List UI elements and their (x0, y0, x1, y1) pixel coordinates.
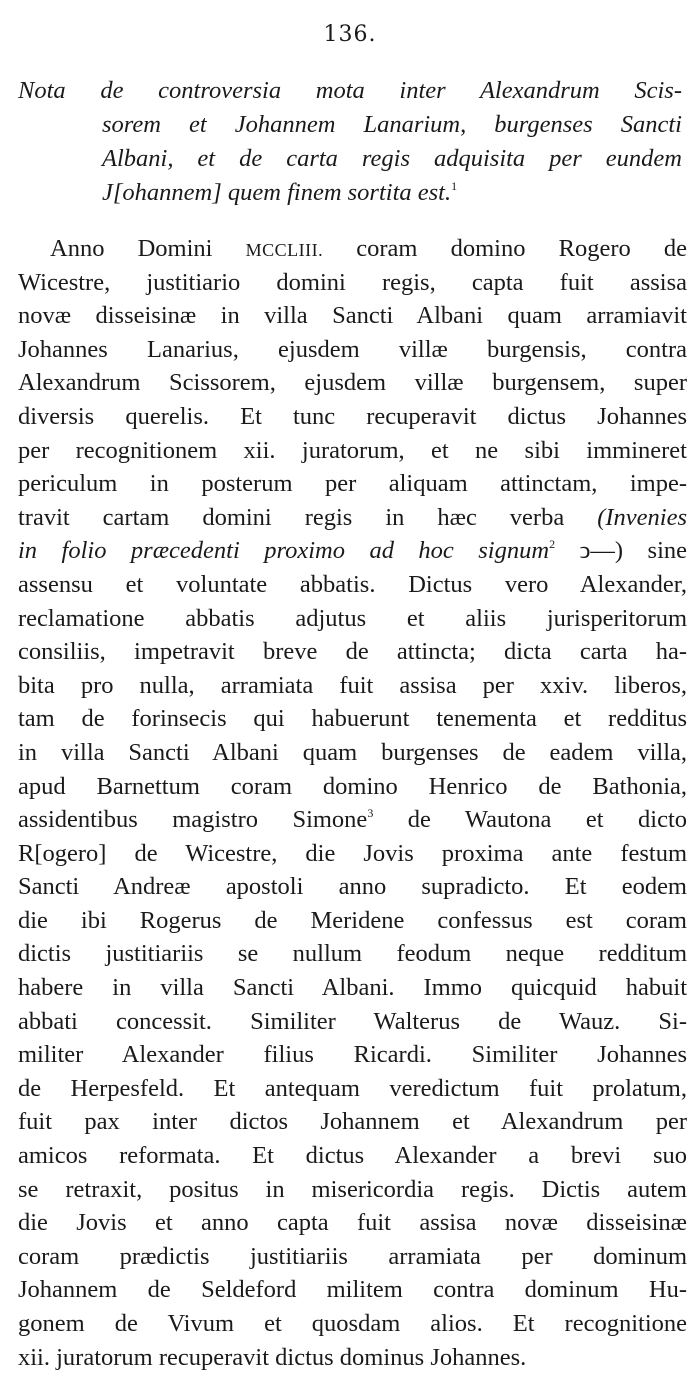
body-line: die ibi Rogerus de Meridene confessus est coram (18, 906, 687, 934)
body-line: Sancti Andreæ apostoli anno supradicto. Et eodem (18, 873, 687, 901)
line-text: Anno Domini (50, 235, 246, 262)
body-line: Wicestre, justitiario domini regis, capta fuit assisa (18, 268, 687, 296)
body-line: assensu et voluntate abbatis. Dictus vero Alexander, (18, 570, 687, 598)
body-line: de Herpesfeld. Et antequam veredictum fuit prolatum, (18, 1074, 687, 1102)
body-line: Johannem de Seldeford militem contra dominum Hu- (18, 1276, 687, 1304)
body-line: fuit pax inter dictos Johannem et Alexandrum per (18, 1108, 687, 1136)
italic-text: (Invenies (597, 503, 687, 531)
body-line: novæ disseisinæ in villa Sancti Albani quam arramiavit (18, 302, 687, 330)
body-line: Johannes Lanarius, ejusdem villæ burgensis, contra (18, 335, 687, 363)
body-line: se retraxit, positus in misericordia regis. Dictis autem (18, 1175, 687, 1203)
body-line: gonem de Vivum et quosdam alios. Et recognitione (18, 1310, 687, 1337)
footnote-marker: 1 (451, 179, 458, 193)
body-line (18, 232, 687, 266)
body-line: die Jovis et anno capta fuit assisa novæ disseisinæ (18, 1209, 687, 1237)
body-line (18, 534, 687, 568)
body-line: xii. juratorum recuperavit dictus dominus Johannes. (18, 1343, 527, 1371)
body-line: Alexandrum Scissorem, ejusdem villæ burgensem, super (18, 369, 687, 397)
body-line: apud Barnettum coram domino Henrico de Bathonia, (18, 772, 687, 800)
page-number: 136. (323, 22, 377, 47)
body-paragraph (18, 232, 687, 1374)
heading-line-last (18, 176, 682, 210)
body-line: amicos reformata. Et dictus Alexander a brevi suo (18, 1142, 687, 1170)
line-text: travit cartam domini regis in hæc verba (18, 503, 598, 531)
footnote-marker: 3 (367, 806, 374, 821)
body-line: in villa Sancti Albani quam burgenses de eadem villa, (18, 738, 687, 766)
line-text: coram domino Rogero de (323, 235, 687, 262)
italic-text: in folio præcedenti proximo ad hoc signum (18, 537, 550, 565)
footnote-marker: 2 (549, 537, 556, 552)
body-line: coram prædictis justitiariis arramiata per dominum (18, 1242, 687, 1270)
heading-line: Nota de controversia mota inter Alexandrum Scis- (18, 77, 682, 104)
body-line: abbati concessit. Similiter Walterus de Wauz. Si- (18, 1007, 687, 1035)
body-line: reclamatione abbatis adjutus et aliis jurisperitorum (18, 604, 687, 632)
body-line: militer Alexander filius Ricardi. Similiter Johannes (18, 1041, 687, 1069)
line-text: de Wautona et dicto (373, 806, 687, 834)
body-line: habere in villa Sancti Albani. Immo quicquid habuit (18, 974, 687, 1002)
body-line: tam de forinsecis qui habuerunt tenementa et redditus (18, 705, 687, 733)
body-line: dictis justitiariis se nullum feodum neque redditum (18, 940, 687, 968)
body-line: bita pro nulla, arramiata fuit assisa per xxiv. liberos, (18, 671, 687, 699)
body-line: per recognitionem xii. juratorum, et ne sibi immineret (18, 436, 687, 464)
body-line: R[ogero] de Wicestre, die Jovis proxima ante festum (18, 839, 687, 867)
line-text: assidentibus magistro Simone (18, 806, 368, 834)
body-line: consiliis, impetravit breve de attincta; dicta carta ha- (18, 638, 687, 666)
body-line (18, 803, 687, 837)
heading-line: sorem et Johannem Lanarium, burgenses Sancti (102, 111, 682, 138)
section-heading (18, 74, 682, 210)
year-numeral: MCCLIII. (245, 240, 324, 260)
line-text: ↄ—) sine (555, 537, 687, 565)
body-line: periculum in posterum per aliquam attinctam, impe- (18, 470, 687, 498)
body-line (18, 501, 687, 535)
heading-line-text: J[ohannem] quem finem sortita est. (102, 179, 452, 206)
body-line: diversis querelis. Et tunc recuperavit dictus Johannes (18, 402, 687, 430)
heading-line: Albani, et de carta regis adquisita per eundem (102, 145, 682, 172)
